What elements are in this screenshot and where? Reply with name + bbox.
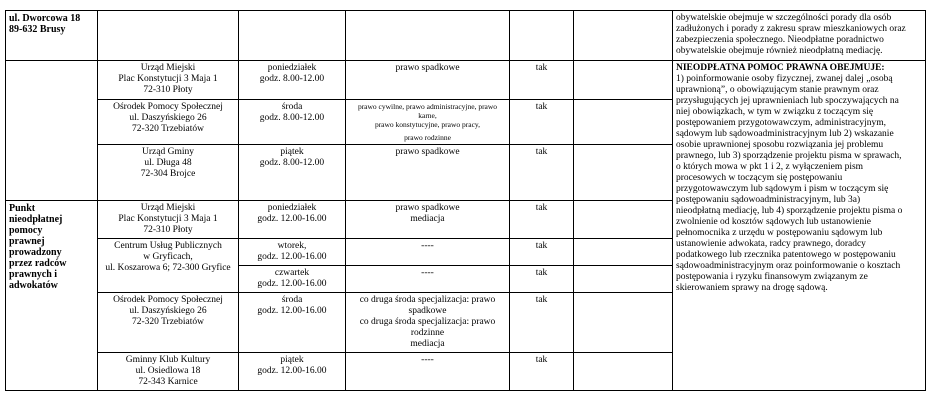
office-address: Urząd Miejski Plac Konstytucji 3 Maja 1 72-310 Płoty <box>98 61 239 100</box>
office-hours: wtorek, godz. 12.00-16.00 <box>239 239 346 266</box>
office-hours: środa godz. 8.00-12.00 <box>239 100 346 145</box>
location-cell: Punkt nieodpłatnej pomocy prawnej prowadzony przez radców prawnych i adwokatów <box>6 201 98 391</box>
specialization: ---- <box>346 239 510 266</box>
availability: tak <box>510 353 574 391</box>
availability: tak <box>510 100 574 145</box>
office-address: Gminny Klub Kultury ul. Osiedlowa 18 72-343 Karnice <box>98 353 239 391</box>
specialization: prawo spadkowe mediacja <box>346 201 510 239</box>
availability: tak <box>510 293 574 353</box>
office-hours: środa godz. 12.00-16.00 <box>239 293 346 353</box>
specialization: prawo spadkowe <box>346 61 510 100</box>
office-address: Urząd Miejski Plac Konstytucji 3 Maja 1 72-310 Płoty <box>98 201 239 239</box>
office-hours: poniedziałek godz. 8.00-12.00 <box>239 61 346 100</box>
service-description-top: obywatelskie obejmuje w szczególności porady dla osób zadłużonych i porady z zakresu spraw mieszkaniowych oraz zabezpieczenia społecznego. Nieodpłatne poradnictwo obywatelskie obejmuje również nieodpłatną mediację. <box>673 11 926 61</box>
location-cell: ul. Dworcowa 18 89-632 Brusy <box>6 11 98 61</box>
office-hours: poniedziałek godz. 12.00-16.00 <box>239 201 346 239</box>
office-address: Ośrodek Pomocy Społecznej ul. Daszyńskiego 26 72-320 Trzebiatów <box>98 100 239 145</box>
availability: tak <box>510 61 574 100</box>
office-hours: piątek godz. 12.00-16.00 <box>239 353 346 391</box>
office-address: Ośrodek Pomocy Społecznej ul. Daszyńskiego 26 72-320 Trzebiatów <box>98 293 239 353</box>
office-address: Centrum Usług Publicznych w Gryficach, ul. Koszarowa 6; 72-300 Gryfice <box>98 239 239 293</box>
office-hours: piątek godz. 8.00-12.00 <box>239 145 346 201</box>
legal-aid-table <box>5 10 926 391</box>
specialization: co druga środa specjalizacja: prawo spadkowe co druga środa specjalizacja: prawo rodzinne mediacja <box>346 293 510 353</box>
availability: tak <box>510 266 574 293</box>
specialization: prawo cywilne, prawo administracyjne, prawo karne, prawo konstytucyjne, prawo pracy, prawo rodzinne <box>346 100 510 145</box>
availability: tak <box>510 201 574 239</box>
specialization: prawo spadkowe <box>346 145 510 201</box>
office-hours: czwartek godz. 12.00-16.00 <box>239 266 346 293</box>
availability: tak <box>510 239 574 266</box>
service-description: NIEODPŁATNA POMOC PRAWNA OBEJMUJE: 1) poinformowanie osoby fizycznej, zwanej dalej „osobą uprawnioną”, o obowiązującym stanie prawnym oraz przysługujących jej uprawnieniach lub spoczywających na niej obowiązkach, w tym w związku z toczącym się postępowaniem przygotowawczym, administracyjnym, sądowym lub sądowoadministracyjnym lub 2) wskazanie osobie uprawnionej sposobu rozwiązania jej problemu prawnego, lub 3) sporządzenie projektu pisma w sprawach, o których mowa w pkt 1 i 2, z wyłączeniem pism procesowych w toczącym się postępowaniu przygotowawczym lub sądowym i pism w toczącym się postępowaniu sądowoadministracyjnym, lub 3a) nieodpłatną mediację, lub 4) sporządzenie projektu pisma o zwolnienie od kosztów sądowych lub ustanowienie pełnomocnika z urzędu w postępowaniu sądowym lub ustanowienie adwokata, radcy prawnego, doradcy podatkowego lub rzecznika patentowego w postępowaniu sądowoadministracyjnym oraz poinformowanie o kosztach postępowania i ryzyku finansowym związanym ze skierowaniem sprawy na drogę sądową. <box>673 61 926 391</box>
availability: tak <box>510 145 574 201</box>
specialization: ---- <box>346 266 510 293</box>
office-address: Urząd Gminy ul. Długa 48 72-304 Brojce <box>98 145 239 201</box>
service-heading: NIEODPŁATNA POMOC PRAWNA OBEJMUJE: <box>676 63 885 73</box>
specialization: ---- <box>346 353 510 391</box>
